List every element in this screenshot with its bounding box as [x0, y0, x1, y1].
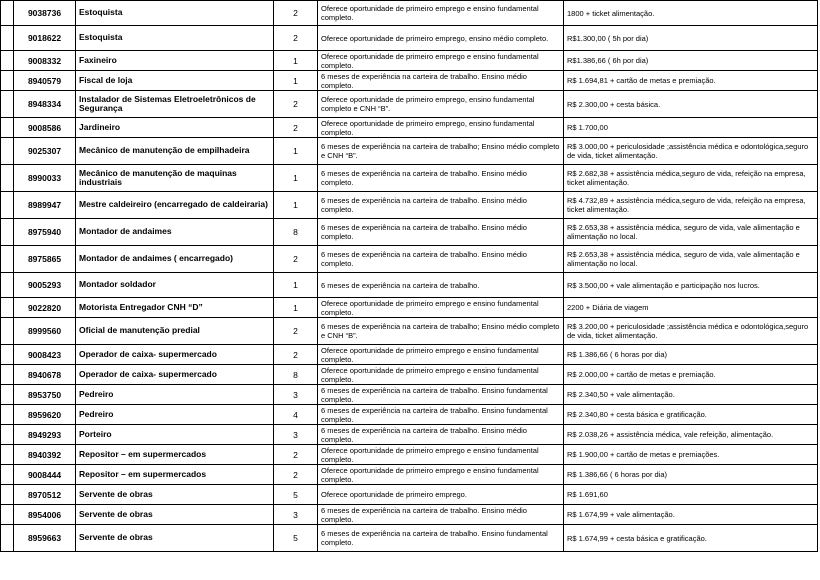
- table-row: [1, 345, 818, 365]
- table-row: [1, 71, 818, 91]
- table-row: [1, 51, 818, 71]
- requirements-cell: 6 meses de experiência na carteira de trabalho.: [318, 273, 564, 298]
- job-code-cell: 8989947: [14, 192, 76, 219]
- row-marker-cell: [1, 385, 14, 405]
- requirements-cell: Oferece oportunidade de primeiro emprego, ensino fundamental completo e CNH “B”.: [318, 91, 564, 118]
- requirements-cell: Oferece oportunidade de primeiro emprego e ensino fundamental completo.: [318, 445, 564, 465]
- job-code-cell: 9025307: [14, 138, 76, 165]
- table-row: [1, 1, 818, 26]
- requirements-cell: Oferece oportunidade de primeiro emprego e ensino fundamental completo.: [318, 51, 564, 71]
- requirements-cell: Oferece oportunidade de primeiro emprego e ensino fundamental completo.: [318, 298, 564, 318]
- requirements-cell: 6 meses de experiência na carteira de trabalho. Ensino médio completo.: [318, 219, 564, 246]
- vacancies-cell: 1: [274, 165, 318, 192]
- requirements-cell: 6 meses de experiência na carteira de trabalho. Ensino médio completo.: [318, 165, 564, 192]
- vacancies-cell: 8: [274, 365, 318, 385]
- requirements-cell: 6 meses de experiência na carteira de trabalho. Ensino médio completo.: [318, 71, 564, 91]
- vacancies-cell: 3: [274, 425, 318, 445]
- job-title-cell: Mecânico de manutenção de maquinas industriais: [76, 165, 274, 192]
- job-title-cell: Montador de andaimes: [76, 219, 274, 246]
- job-code-cell: 9008586: [14, 118, 76, 138]
- vacancies-cell: 2: [274, 465, 318, 485]
- salary-benefits-cell: R$ 1.694,81 + cartão de metas e premiação.: [564, 71, 818, 91]
- job-title-cell: Servente de obras: [76, 525, 274, 552]
- row-marker-cell: [1, 71, 14, 91]
- salary-benefits-cell: R$ 2.340,50 + vale alimentação.: [564, 385, 818, 405]
- requirements-cell: 6 meses de experiência na carteira de trabalho. Ensino fundamental completo.: [318, 385, 564, 405]
- vacancies-cell: 2: [274, 246, 318, 273]
- row-marker-cell: [1, 365, 14, 385]
- salary-benefits-cell: R$ 2.682,38 + assistência médica,seguro de vida, refeição na empresa, ticket alimentação.: [564, 165, 818, 192]
- table-row: [1, 365, 818, 385]
- salary-benefits-cell: R$ 3.000,00 + periculosidade ;assistência médica e odontológica,seguro de vida, ticket alimentação.: [564, 138, 818, 165]
- job-code-cell: 9008444: [14, 465, 76, 485]
- row-marker-cell: [1, 1, 14, 26]
- job-title-cell: Montador de andaimes ( encarregado): [76, 246, 274, 273]
- job-title-cell: Operador de caixa- supermercado: [76, 345, 274, 365]
- table-row: [1, 138, 818, 165]
- job-code-cell: 8940392: [14, 445, 76, 465]
- row-marker-cell: [1, 318, 14, 345]
- job-title-cell: Pedreiro: [76, 385, 274, 405]
- table-row: [1, 445, 818, 465]
- job-title-cell: Repositor – em supermercados: [76, 465, 274, 485]
- job-code-cell: 8959620: [14, 405, 76, 425]
- salary-benefits-cell: R$ 1.691,60: [564, 485, 818, 505]
- job-title-cell: Jardineiro: [76, 118, 274, 138]
- job-code-cell: 8959663: [14, 525, 76, 552]
- table-row: [1, 165, 818, 192]
- table-row: [1, 505, 818, 525]
- row-marker-cell: [1, 405, 14, 425]
- vacancies-cell: 2: [274, 1, 318, 26]
- job-title-cell: Motorista Entregador CNH “D”: [76, 298, 274, 318]
- job-code-cell: 8975940: [14, 219, 76, 246]
- salary-benefits-cell: R$ 1.900,00 + cartão de metas e premiações.: [564, 445, 818, 465]
- vacancies-cell: 2: [274, 445, 318, 465]
- row-marker-cell: [1, 26, 14, 51]
- row-marker-cell: [1, 485, 14, 505]
- job-title-cell: Mestre caldeireiro (encarregado de caldeiraria): [76, 192, 274, 219]
- job-code-cell: 8954006: [14, 505, 76, 525]
- row-marker-cell: [1, 465, 14, 485]
- table-row: [1, 525, 818, 552]
- salary-benefits-cell: R$1.386,66 ( 6h por dia): [564, 51, 818, 71]
- job-title-cell: Estoquista: [76, 26, 274, 51]
- vacancies-cell: 3: [274, 505, 318, 525]
- requirements-cell: Oferece oportunidade de primeiro emprego e ensino fundamental completo.: [318, 1, 564, 26]
- salary-benefits-cell: 1800 + ticket alimentação.: [564, 1, 818, 26]
- job-title-cell: Mecânico de manutenção de empilhadeira: [76, 138, 274, 165]
- row-marker-cell: [1, 51, 14, 71]
- requirements-cell: 6 meses de experiência na carteira de trabalho; Ensino médio completo e CNH “B”.: [318, 318, 564, 345]
- job-code-cell: 9022820: [14, 298, 76, 318]
- salary-benefits-cell: R$ 1.674,99 + vale alimentação.: [564, 505, 818, 525]
- table-row: [1, 26, 818, 51]
- job-title-cell: Estoquista: [76, 1, 274, 26]
- requirements-cell: Oferece oportunidade de primeiro emprego, ensino médio completo.: [318, 26, 564, 51]
- row-marker-cell: [1, 425, 14, 445]
- row-marker-cell: [1, 138, 14, 165]
- table-row: [1, 219, 818, 246]
- salary-benefits-cell: R$ 3.200,00 + periculosidade ;assistência médica e odontológica,seguro de vida, ticket alimentação.: [564, 318, 818, 345]
- vacancies-cell: 5: [274, 485, 318, 505]
- job-code-cell: 9008332: [14, 51, 76, 71]
- requirements-cell: 6 meses de experiência na carteira de trabalho. Ensino médio completo.: [318, 246, 564, 273]
- table-row: [1, 118, 818, 138]
- vacancies-cell: 2: [274, 118, 318, 138]
- table-row: [1, 273, 818, 298]
- vacancies-cell: 1: [274, 273, 318, 298]
- job-title-cell: Oficial de manutenção predial: [76, 318, 274, 345]
- requirements-cell: Oferece oportunidade de primeiro emprego e ensino fundamental completo.: [318, 365, 564, 385]
- table-row: [1, 192, 818, 219]
- job-title-cell: Servente de obras: [76, 505, 274, 525]
- table-row: [1, 425, 818, 445]
- job-code-cell: 8940678: [14, 365, 76, 385]
- salary-benefits-cell: R$ 2.300,00 + cesta básica.: [564, 91, 818, 118]
- requirements-cell: Oferece oportunidade de primeiro emprego e ensino fundamental completo.: [318, 465, 564, 485]
- job-code-cell: 9038736: [14, 1, 76, 26]
- salary-benefits-cell: R$ 2.653,38 + assistência médica, seguro de vida, vale alimentação e alimentação no local.: [564, 219, 818, 246]
- vacancies-cell: 2: [274, 345, 318, 365]
- salary-benefits-cell: R$1.300,00 ( 5h por dia): [564, 26, 818, 51]
- requirements-cell: 6 meses de experiência na carteira de trabalho. Ensino fundamental completo.: [318, 405, 564, 425]
- requirements-cell: Oferece oportunidade de primeiro emprego e ensino fundamental completo.: [318, 345, 564, 365]
- vacancies-cell: 1: [274, 51, 318, 71]
- job-code-cell: 9008423: [14, 345, 76, 365]
- vacancies-cell: 1: [274, 138, 318, 165]
- salary-benefits-cell: R$ 2.340,80 + cesta básica e gratificação.: [564, 405, 818, 425]
- vacancies-cell: 4: [274, 405, 318, 425]
- table-body: [1, 1, 818, 552]
- row-marker-cell: [1, 118, 14, 138]
- salary-benefits-cell: R$ 1.386,66 ( 6 horas por dia): [564, 345, 818, 365]
- table-row: [1, 246, 818, 273]
- row-marker-cell: [1, 298, 14, 318]
- job-code-cell: 9005293: [14, 273, 76, 298]
- vacancies-cell: 2: [274, 318, 318, 345]
- salary-benefits-cell: R$ 3.500,00 + vale alimentação e participação nos lucros.: [564, 273, 818, 298]
- job-title-cell: Servente de obras: [76, 485, 274, 505]
- table-row: [1, 465, 818, 485]
- table-row: [1, 485, 818, 505]
- row-marker-cell: [1, 165, 14, 192]
- job-code-cell: 8970512: [14, 485, 76, 505]
- vacancies-cell: 1: [274, 298, 318, 318]
- row-marker-cell: [1, 246, 14, 273]
- job-code-cell: 8975865: [14, 246, 76, 273]
- table-row: [1, 318, 818, 345]
- salary-benefits-cell: R$ 2.000,00 + cartão de metas e premiação.: [564, 365, 818, 385]
- requirements-cell: 6 meses de experiência na carteira de trabalho. Ensino médio completo.: [318, 192, 564, 219]
- row-marker-cell: [1, 219, 14, 246]
- vacancies-cell: 1: [274, 192, 318, 219]
- vacancies-cell: 1: [274, 71, 318, 91]
- row-marker-cell: [1, 525, 14, 552]
- table-row: [1, 385, 818, 405]
- vacancies-cell: 5: [274, 525, 318, 552]
- job-title-cell: Instalador de Sistemas Eletroeletrônicos de Segurança: [76, 91, 274, 118]
- job-title-cell: Fiscal de loja: [76, 71, 274, 91]
- requirements-cell: 6 meses de experiência na carteira de trabalho. Ensino médio completo.: [318, 505, 564, 525]
- vacancies-cell: 8: [274, 219, 318, 246]
- job-code-cell: 8990033: [14, 165, 76, 192]
- salary-benefits-cell: R$ 2.038,26 + assistência médica, vale refeição, alimentação.: [564, 425, 818, 445]
- salary-benefits-cell: R$ 4.732,89 + assistência médica,seguro de vida, refeição na empresa, ticket alimentação.: [564, 192, 818, 219]
- row-marker-cell: [1, 505, 14, 525]
- job-title-cell: Faxineiro: [76, 51, 274, 71]
- requirements-cell: 6 meses de experiência na carteira de trabalho. Ensino fundamental completo.: [318, 525, 564, 552]
- job-title-cell: Operador de caixa- supermercado: [76, 365, 274, 385]
- row-marker-cell: [1, 91, 14, 118]
- table-row: [1, 91, 818, 118]
- requirements-cell: 6 meses de experiência na carteira de trabalho. Ensino médio completo.: [318, 425, 564, 445]
- salary-benefits-cell: R$ 1.386,66 ( 6 horas por dia): [564, 465, 818, 485]
- requirements-cell: Oferece oportunidade de primeiro emprego.: [318, 485, 564, 505]
- job-title-cell: Pedreiro: [76, 405, 274, 425]
- job-title-cell: Porteiro: [76, 425, 274, 445]
- table-row: [1, 405, 818, 425]
- row-marker-cell: [1, 345, 14, 365]
- row-marker-cell: [1, 273, 14, 298]
- job-code-cell: 8999560: [14, 318, 76, 345]
- job-title-cell: Repositor – em supermercados: [76, 445, 274, 465]
- job-code-cell: 8949293: [14, 425, 76, 445]
- salary-benefits-cell: R$ 1.674,99 + cesta básica e gratificação.: [564, 525, 818, 552]
- requirements-cell: 6 meses de experiência na carteira de trabalho; Ensino médio completo e CNH “B”.: [318, 138, 564, 165]
- vacancies-cell: 2: [274, 26, 318, 51]
- requirements-cell: Oferece oportunidade de primeiro emprego, ensino fundamental completo.: [318, 118, 564, 138]
- salary-benefits-cell: R$ 1.700,00: [564, 118, 818, 138]
- vacancies-cell: 3: [274, 385, 318, 405]
- job-code-cell: 8948334: [14, 91, 76, 118]
- job-code-cell: 8953750: [14, 385, 76, 405]
- job-code-cell: 9018622: [14, 26, 76, 51]
- salary-benefits-cell: R$ 2.653,38 + assistência médica, seguro de vida, vale alimentação e alimentação no local.: [564, 246, 818, 273]
- job-code-cell: 8940579: [14, 71, 76, 91]
- salary-benefits-cell: 2200 + Diária de viagem: [564, 298, 818, 318]
- vacancies-cell: 2: [274, 91, 318, 118]
- row-marker-cell: [1, 192, 14, 219]
- job-title-cell: Montador soldador: [76, 273, 274, 298]
- table-row: [1, 298, 818, 318]
- row-marker-cell: [1, 445, 14, 465]
